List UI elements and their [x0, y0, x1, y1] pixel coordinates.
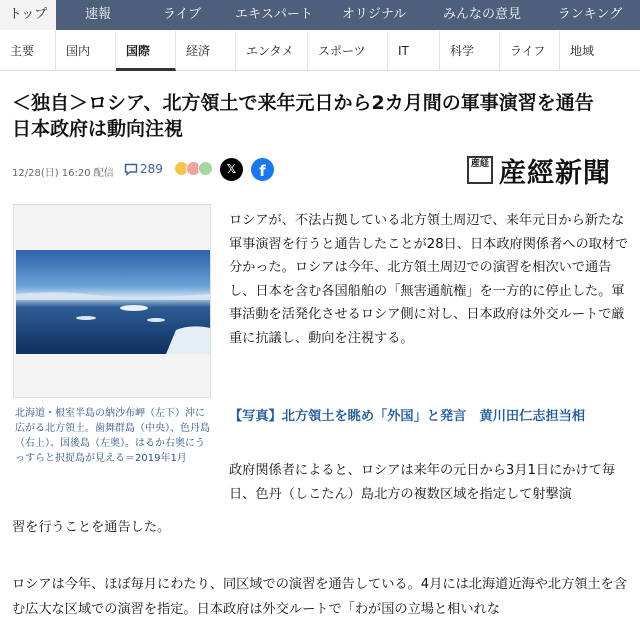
comment-count: 289 [140, 162, 163, 176]
category-sports[interactable]: スポーツ [308, 31, 388, 71]
top-tab-original[interactable]: オリジナル [341, 7, 407, 22]
publish-date: 12/28(日) 16:20 配信 [12, 168, 114, 179]
top-tab-ranking[interactable]: ランキング [557, 7, 623, 22]
headline-line-2: 日本政府は動向注視 [12, 118, 184, 140]
top-nav [0, 0, 640, 30]
category-life[interactable]: ライフ [500, 31, 560, 71]
top-tab-opinions[interactable]: みんなの意見 [442, 7, 521, 22]
reaction-icons[interactable] [174, 161, 210, 176]
paragraph-1: ロシアが、不法占拠している北方領土周辺で、来年元日から新たな軍事演習を行うと通告したことが28日、日本政府関係者への取材で分かった。ロシアは今年、北方領土周辺での演習を相次いで通告し、日本を含む各国船舶の「無害通航権」を一方的に停止した。軍事活動を活発化させるロシア側に対し、日本政府は外交ルートで厳重に抗議し、動向を注視する。 [229, 213, 629, 346]
top-tab-live[interactable]: ライブ [162, 7, 202, 22]
aerial-sea-photo [16, 250, 210, 354]
category-economy[interactable]: 経済 [176, 31, 236, 71]
comment-bubble-icon [124, 163, 138, 176]
category-domestic[interactable]: 国内 [56, 31, 116, 71]
calm-reaction-icon [198, 161, 213, 176]
top-tab-breaking[interactable]: 速報 [84, 7, 111, 22]
category-main[interactable]: 主要 [0, 31, 56, 71]
category-it[interactable]: IT [388, 31, 440, 71]
publisher-logo-mark: 産経 [467, 156, 493, 184]
paragraph-3: ロシアは今年、ほぼ毎月にわたり、同区域での演習を通告している。4月には北海道近海や北方領土を含む広大な区域での演習を指定。日本政府は外交ルートで「わが国の立場と相いれな [12, 577, 628, 617]
x-logo-icon[interactable]: 𝕏 [220, 158, 243, 181]
category-entertainment[interactable]: エンタメ [236, 31, 308, 71]
category-nav [0, 31, 640, 71]
article-headline [12, 90, 627, 142]
publisher-logo[interactable] [467, 153, 635, 187]
category-local[interactable]: 地域 [570, 43, 595, 58]
comment-link[interactable] [124, 162, 163, 176]
photo-caption: 北海道・根室半島の納沙布岬（左下）沖に広がる北方領土。歯舞群島（中央）、色丹島（右上）、国後島（左奥）。はるか右奥にうっすらと択捉島が見える＝2019年1月 [15, 408, 210, 464]
related-photo-link[interactable]: 【写真】北方領土を眺め「外国」と発言 黄川田仁志担当相 [229, 409, 586, 424]
paragraph-2-continued: 習を行うことを通告した。 [12, 520, 171, 535]
top-tab-top[interactable]: トップ [0, 0, 56, 30]
category-science[interactable]: 科学 [440, 31, 500, 71]
headline-line-1: ＜独自＞ロシア、北方領土で来年元日から2カ月間の軍事演習を通告 [12, 92, 594, 114]
top-tab-expert[interactable]: エキスパート [235, 7, 313, 22]
facebook-logo-icon[interactable]: f [251, 158, 274, 181]
article-photo[interactable] [13, 204, 211, 398]
paragraph-2: 政府関係者によると、ロシアは来年の元日から3月1日にかけて毎日、色丹（しこたん）島北方の複数区域を指定して射撃演 [229, 463, 616, 502]
publisher-name: 産經新聞 [499, 157, 611, 189]
category-international[interactable]: 国際 [116, 31, 176, 71]
